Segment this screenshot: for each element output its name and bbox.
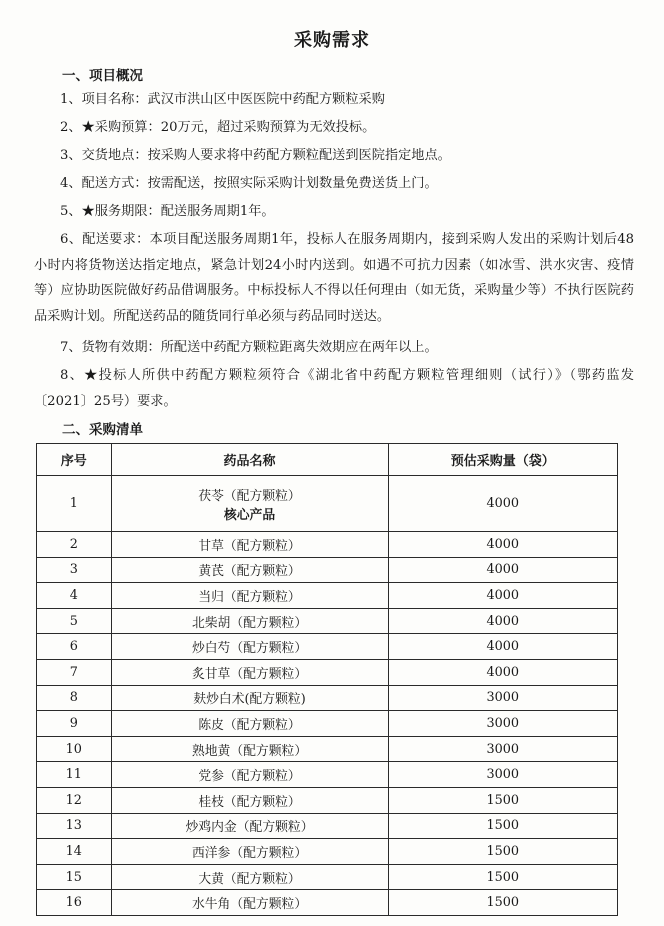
drug-name-cell [111, 864, 388, 890]
page-title: 采购需求 [294, 30, 370, 51]
estimated-quantity: 4000 [388, 476, 617, 532]
row-number: 7 [37, 659, 112, 685]
drug-name-cell [111, 557, 388, 583]
table-row [37, 476, 618, 532]
estimated-quantity: 3000 [388, 711, 617, 737]
overview-item-7: 7、货物有效期：所配送中药配方颗粒距离失效期应在两年以上。 [60, 340, 438, 355]
overview-item-5: 5、★服务期限：配送服务周期1年。 [60, 204, 275, 219]
drug-name-cell [111, 583, 388, 609]
core-product-label: 核心产品 [223, 507, 276, 523]
table-row [37, 762, 618, 788]
drug-name-cell [111, 813, 388, 839]
estimated-quantity: 4000 [388, 634, 617, 660]
drug-name: 桂枝（配方颗粒） [198, 794, 301, 810]
row-number: 11 [37, 762, 112, 788]
table-row [37, 864, 618, 890]
column-header-no: 序号 [37, 444, 112, 476]
drug-name: 大黄（配方颗粒） [198, 871, 301, 887]
row-number: 12 [37, 787, 112, 813]
drug-name-cell [111, 890, 388, 916]
table-row [37, 736, 618, 762]
table-row [37, 583, 618, 609]
drug-name-cell [111, 839, 388, 865]
table-row [37, 685, 618, 711]
drug-name: 熟地黄（配方颗粒） [191, 743, 308, 759]
estimated-quantity: 1500 [388, 813, 617, 839]
estimated-quantity: 4000 [388, 608, 617, 634]
drug-name: 当归（配方颗粒） [198, 589, 301, 605]
table-row [37, 787, 618, 813]
table-row [37, 557, 618, 583]
drug-name-cell [111, 762, 388, 788]
drug-name: 炙甘草（配方颗粒） [191, 666, 308, 682]
table-row [37, 813, 618, 839]
row-number: 6 [37, 634, 112, 660]
drug-name-cell [111, 711, 388, 737]
estimated-quantity: 1500 [388, 787, 617, 813]
overview-item-6: 6、配送要求：本项目配送服务周期1年，投标人在服务周期内，接到采购人发出的采购计划后48小时内将货物送达指定地点，紧急计划24小时内送到。如遇不可抗力因素（如冰雪、洪水灾害、疫情等）应协助医院做好药品借调服务。中标投标人不得以任何理由（如无货，采购量少等）不执行医院药品采购计划。所配送药品的随货同行单必须与药品同时送达。 [34, 232, 634, 324]
table-row [37, 890, 618, 916]
drug-name: 西洋参（配方颗粒） [191, 845, 308, 861]
column-header-qty: 预估采购量（袋） [388, 444, 617, 476]
row-number: 16 [37, 890, 112, 916]
section-heading-overview: 一、项目概况 [62, 68, 143, 84]
estimated-quantity: 4000 [388, 659, 617, 685]
overview-item-1: 1、项目名称：武汉市洪山区中医医院中药配方颗粒采购 [60, 92, 385, 107]
row-number: 1 [37, 476, 112, 532]
overview-item-4: 4、配送方式：按需配送，按照实际采购计划数量免费送货上门。 [60, 176, 438, 191]
drug-name: 党参（配方颗粒） [198, 769, 301, 785]
drug-name: 黄芪（配方颗粒） [198, 564, 301, 580]
drug-name: 炒白芍（配方颗粒） [191, 641, 308, 657]
table-row [37, 839, 618, 865]
overview-item-2: 2、★采购预算：20万元，超过采购预算为无效投标。 [60, 120, 376, 135]
estimated-quantity: 4000 [388, 583, 617, 609]
table-row [37, 608, 618, 634]
estimated-quantity: 4000 [388, 532, 617, 558]
section-heading-list: 二、采购清单 [62, 422, 143, 438]
table-row [37, 711, 618, 737]
drug-name: 麸炒白术(配方颗粒) [193, 692, 306, 708]
drug-name: 茯苓（配方颗粒） [198, 488, 301, 504]
column-header-name: 药品名称 [111, 444, 388, 476]
estimated-quantity: 1500 [388, 890, 617, 916]
drug-name-cell [111, 476, 388, 532]
table-row [37, 634, 618, 660]
estimated-quantity: 3000 [388, 736, 617, 762]
procurement-table [36, 443, 618, 916]
row-number: 8 [37, 685, 112, 711]
table-header-row [37, 444, 618, 476]
row-number: 9 [37, 711, 112, 737]
row-number: 3 [37, 557, 112, 583]
table-row [37, 659, 618, 685]
drug-name-cell [111, 736, 388, 762]
drug-name: 陈皮（配方颗粒） [198, 717, 301, 733]
drug-name-cell [111, 634, 388, 660]
row-number: 2 [37, 532, 112, 558]
drug-name-cell [111, 685, 388, 711]
estimated-quantity: 3000 [388, 762, 617, 788]
row-number: 13 [37, 813, 112, 839]
estimated-quantity: 3000 [388, 685, 617, 711]
drug-name: 水牛角（配方颗粒） [191, 897, 308, 913]
row-number: 14 [37, 839, 112, 865]
overview-item-8: 8、★投标人所供中药配方颗粒须符合《湖北省中药配方颗粒管理细则（试行）》（鄂药监发〔2021〕25号）要求。 [34, 368, 634, 409]
drug-name-cell [111, 532, 388, 558]
overview-item-3: 3、交货地点：按采购人要求将中药配方颗粒配送到医院指定地点。 [60, 148, 451, 163]
drug-name-cell [111, 608, 388, 634]
row-number: 15 [37, 864, 112, 890]
table-row [37, 532, 618, 558]
drug-name: 炒鸡内金（配方颗粒） [185, 820, 314, 836]
estimated-quantity: 1500 [388, 839, 617, 865]
drug-name: 甘草（配方颗粒） [198, 538, 301, 554]
drug-name-cell [111, 659, 388, 685]
estimated-quantity: 4000 [388, 557, 617, 583]
row-number: 4 [37, 583, 112, 609]
drug-name: 北柴胡（配方颗粒） [191, 615, 308, 631]
drug-name-cell [111, 787, 388, 813]
row-number: 10 [37, 736, 112, 762]
row-number: 5 [37, 608, 112, 634]
estimated-quantity: 1500 [388, 864, 617, 890]
